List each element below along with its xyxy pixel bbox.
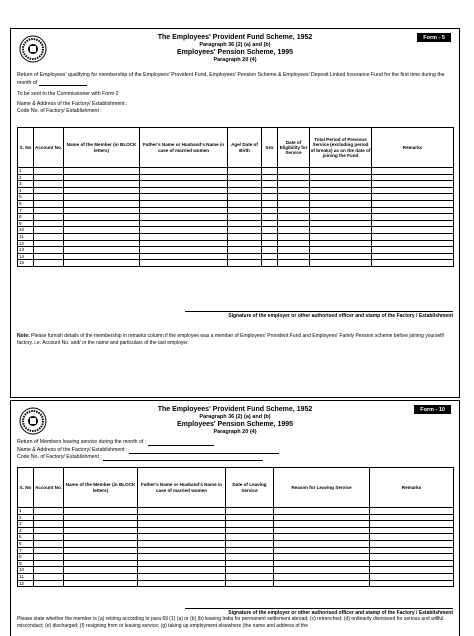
entry-cell[interactable]: [140, 233, 228, 240]
entry-cell[interactable]: [278, 227, 310, 234]
entry-cell[interactable]: [226, 547, 274, 554]
serial-number-cell: 9: [18, 560, 34, 567]
entry-cell[interactable]: [278, 233, 310, 240]
entry-cell[interactable]: [64, 260, 140, 267]
entry-cell[interactable]: [262, 260, 278, 267]
entry-cell[interactable]: [274, 534, 370, 541]
entry-cell[interactable]: [64, 200, 140, 207]
entry-cell[interactable]: [140, 174, 228, 181]
table-row: [18, 554, 454, 561]
entry-cell[interactable]: [370, 527, 454, 534]
entry-cell[interactable]: [262, 207, 278, 214]
entry-cell[interactable]: [228, 240, 262, 247]
entry-cell[interactable]: [64, 253, 140, 260]
form-number-badge: Form - 5: [417, 33, 451, 42]
serial-number-cell: 10: [18, 567, 34, 574]
entry-cell[interactable]: [278, 260, 310, 267]
paragraph-ref-2: Paragraph 20 (4): [213, 429, 257, 435]
paragraph-ref: Paragraph 36 (2) (a) and (b): [199, 414, 271, 420]
entry-cell[interactable]: [372, 174, 454, 181]
serial-number-cell: 10: [18, 227, 34, 234]
entry-cell[interactable]: [310, 174, 372, 181]
entry-cell[interactable]: [140, 240, 228, 247]
entry-cell[interactable]: [34, 260, 64, 267]
entry-cell[interactable]: [278, 214, 310, 221]
entry-cell[interactable]: [138, 521, 226, 528]
entry-cell[interactable]: [262, 187, 278, 194]
entry-cell[interactable]: [274, 514, 370, 521]
column-header: S. No: [18, 128, 34, 168]
leavers-table: [17, 467, 454, 587]
scheme-title: The Employees' Provident Fund Scheme, 1952: [157, 406, 313, 413]
entry-cell[interactable]: [278, 174, 310, 181]
table-row: [18, 247, 454, 254]
column-header: Sex: [262, 128, 278, 168]
serial-number-cell: 1: [18, 168, 34, 175]
entry-cell[interactable]: [228, 214, 262, 221]
entry-cell[interactable]: [138, 534, 226, 541]
entry-cell[interactable]: [262, 240, 278, 247]
serial-number-cell: 13: [18, 247, 34, 254]
entry-cell[interactable]: [64, 573, 138, 580]
entry-cell[interactable]: [310, 200, 372, 207]
entry-cell[interactable]: [278, 253, 310, 260]
entry-cell[interactable]: [226, 508, 274, 515]
column-header: Remarks: [370, 468, 454, 508]
entry-cell[interactable]: [278, 181, 310, 188]
entry-cell[interactable]: [370, 540, 454, 547]
entry-cell[interactable]: [34, 214, 64, 221]
entry-cell[interactable]: [140, 227, 228, 234]
entry-cell[interactable]: [278, 247, 310, 254]
entry-cell[interactable]: [226, 534, 274, 541]
entry-cell[interactable]: [262, 200, 278, 207]
table-row: [18, 508, 454, 515]
entry-cell[interactable]: [310, 240, 372, 247]
members-table: [17, 127, 454, 267]
column-header: Account No.: [34, 468, 64, 508]
entry-cell[interactable]: [262, 253, 278, 260]
entry-cell[interactable]: [64, 534, 138, 541]
table-row: [18, 547, 454, 554]
entry-cell[interactable]: [226, 580, 274, 587]
entry-cell[interactable]: [310, 227, 372, 234]
serial-number-cell: 7: [18, 207, 34, 214]
entry-cell[interactable]: [372, 207, 454, 214]
column-header: Remarks: [372, 128, 454, 168]
form-10: [10, 400, 460, 636]
entry-cell[interactable]: [262, 233, 278, 240]
entry-cell[interactable]: [274, 554, 370, 561]
form-number-badge: Form - 10: [414, 405, 451, 414]
entry-cell[interactable]: [64, 521, 138, 528]
entry-cell[interactable]: [262, 220, 278, 227]
table-row: [18, 187, 454, 194]
entry-cell[interactable]: [226, 554, 274, 561]
table-header-row: [18, 468, 454, 508]
entry-cell[interactable]: [274, 547, 370, 554]
entry-cell[interactable]: [34, 207, 64, 214]
table-row: [18, 580, 454, 587]
entry-cell[interactable]: [228, 233, 262, 240]
entry-cell[interactable]: [34, 233, 64, 240]
month-field[interactable]: [148, 438, 214, 446]
entry-cell[interactable]: [64, 554, 138, 561]
pension-title: Employees' Pension Scheme, 1995: [176, 421, 294, 428]
entry-cell[interactable]: [310, 214, 372, 221]
entry-cell[interactable]: [370, 573, 454, 580]
entry-cell[interactable]: [310, 207, 372, 214]
column-header: S. No: [18, 468, 34, 508]
entry-cell[interactable]: [34, 168, 64, 175]
table-row: [18, 567, 454, 574]
entry-cell[interactable]: [34, 540, 64, 547]
entry-cell[interactable]: [372, 233, 454, 240]
serial-number-cell: 9: [18, 220, 34, 227]
entry-cell[interactable]: [64, 508, 138, 515]
serial-number-cell: 1: [18, 508, 34, 515]
entry-cell[interactable]: [138, 547, 226, 554]
column-header: Age/ Date of Birth: [228, 128, 262, 168]
entry-cell[interactable]: [372, 168, 454, 175]
entry-cell[interactable]: [228, 168, 262, 175]
column-header: Name of the Member (in BLOCK letters): [64, 128, 140, 168]
entry-cell[interactable]: [278, 207, 310, 214]
entry-cell[interactable]: [372, 187, 454, 194]
entry-cell[interactable]: [34, 187, 64, 194]
entry-cell[interactable]: [228, 247, 262, 254]
entry-cell[interactable]: [228, 187, 262, 194]
entry-cell[interactable]: [262, 194, 278, 201]
entry-cell[interactable]: [278, 200, 310, 207]
code-no-field[interactable]: [103, 453, 263, 461]
entry-cell[interactable]: [34, 181, 64, 188]
table-row: [18, 260, 454, 267]
entry-cell[interactable]: [64, 227, 140, 234]
column-header: Account No.: [34, 128, 64, 168]
serial-number-cell: 11: [18, 233, 34, 240]
entry-cell[interactable]: [138, 527, 226, 534]
table-row: [18, 200, 454, 207]
entry-cell[interactable]: [34, 508, 64, 515]
entry-cell[interactable]: [278, 240, 310, 247]
table-row: [18, 181, 454, 188]
employer-signature: Signature of the employer or other authorised officer and stamp of the Factory / Establishment: [185, 311, 453, 319]
entry-cell[interactable]: [372, 227, 454, 234]
serial-number-cell: 8: [18, 554, 34, 561]
entry-cell[interactable]: [370, 554, 454, 561]
table-row: [18, 521, 454, 528]
entry-cell[interactable]: [138, 567, 226, 574]
table-row: [18, 540, 454, 547]
name-address-label: Name & Address of the Factory/ Establishment :: [17, 101, 128, 107]
entry-cell[interactable]: [64, 181, 140, 188]
form-header: [11, 34, 459, 64]
table-header-row: [18, 128, 454, 168]
code-no-label: Code No. of Factory/ Establishment :: [17, 453, 263, 461]
entry-cell[interactable]: [140, 247, 228, 254]
table-row: [18, 534, 454, 541]
serial-number-cell: 2: [18, 174, 34, 181]
entry-cell[interactable]: [140, 168, 228, 175]
table-row: [18, 514, 454, 521]
table-row: [18, 560, 454, 567]
entry-cell[interactable]: [226, 514, 274, 521]
column-header: Reason for Leaving Service: [274, 468, 370, 508]
table-row: [18, 233, 454, 240]
entry-cell[interactable]: [262, 227, 278, 234]
entry-cell[interactable]: [274, 527, 370, 534]
serial-number-cell: 4: [18, 187, 34, 194]
entry-cell[interactable]: [226, 521, 274, 528]
serial-number-cell: 12: [18, 580, 34, 587]
entry-cell[interactable]: [372, 260, 454, 267]
entry-cell[interactable]: [64, 540, 138, 547]
entry-cell[interactable]: [228, 207, 262, 214]
table-row: [18, 220, 454, 227]
table-row: [18, 527, 454, 534]
entry-cell[interactable]: [34, 547, 64, 554]
form-header: [11, 406, 459, 436]
entry-cell[interactable]: [34, 174, 64, 181]
entry-cell[interactable]: [64, 567, 138, 574]
entry-cell[interactable]: [262, 168, 278, 175]
return-intro: Return of Members leaving service during the month of :: [17, 438, 214, 446]
entry-cell[interactable]: [140, 214, 228, 221]
entry-cell[interactable]: [64, 240, 140, 247]
entry-cell[interactable]: [34, 580, 64, 587]
entry-cell[interactable]: [370, 514, 454, 521]
entry-cell[interactable]: [64, 174, 140, 181]
entry-cell[interactable]: [140, 181, 228, 188]
entry-cell[interactable]: [140, 253, 228, 260]
entry-cell[interactable]: [34, 527, 64, 534]
sent-to-note: To be sent to the Commissioner with Form 2: [17, 91, 119, 97]
entry-cell[interactable]: [274, 508, 370, 515]
table-row: [18, 174, 454, 181]
entry-cell[interactable]: [64, 207, 140, 214]
entry-cell[interactable]: [310, 260, 372, 267]
entry-cell[interactable]: [372, 240, 454, 247]
entry-cell[interactable]: [228, 227, 262, 234]
entry-cell[interactable]: [138, 573, 226, 580]
entry-cell[interactable]: [262, 247, 278, 254]
serial-number-cell: 2: [18, 514, 34, 521]
entry-cell[interactable]: [278, 168, 310, 175]
entry-cell[interactable]: [226, 573, 274, 580]
entry-cell[interactable]: [140, 187, 228, 194]
entry-cell[interactable]: [310, 247, 372, 254]
entry-cell[interactable]: [262, 174, 278, 181]
month-field[interactable]: [39, 79, 87, 87]
entry-cell[interactable]: [64, 233, 140, 240]
entry-cell[interactable]: [64, 514, 138, 521]
entry-cell[interactable]: [370, 567, 454, 574]
name-address-label: Name & Address of the Factory/ Establishment :: [17, 446, 279, 454]
employer-signature: Signature of the employer or other authorised officer and stamp of the Factory / Establishment: [185, 608, 453, 616]
table-row: [18, 168, 454, 175]
entry-cell[interactable]: [34, 220, 64, 227]
entry-cell[interactable]: [372, 220, 454, 227]
return-intro: Return of Employees' qualifying for membership of the Employees' Provident Fund, Employees' Pension Scheme & Employees' Deposit Linked Insurance Fund for the first time during the month of: [17, 72, 445, 86]
entry-cell[interactable]: [310, 194, 372, 201]
serial-number-cell: 5: [18, 534, 34, 541]
table-row: [18, 253, 454, 260]
entry-cell[interactable]: [228, 220, 262, 227]
entry-cell[interactable]: [64, 247, 140, 254]
entry-cell[interactable]: [228, 200, 262, 207]
entry-cell[interactable]: [34, 200, 64, 207]
column-header: Date of Eligibility for Service: [278, 128, 310, 168]
entry-cell[interactable]: [372, 214, 454, 221]
entry-cell[interactable]: [310, 168, 372, 175]
serial-number-cell: 14: [18, 253, 34, 260]
entry-cell[interactable]: [228, 194, 262, 201]
entry-cell[interactable]: [274, 540, 370, 547]
entry-cell[interactable]: [34, 194, 64, 201]
entry-cell[interactable]: [64, 168, 140, 175]
entry-cell[interactable]: [140, 207, 228, 214]
entry-cell[interactable]: [278, 187, 310, 194]
entry-cell[interactable]: [34, 554, 64, 561]
entry-cell[interactable]: [226, 560, 274, 567]
table-row: [18, 214, 454, 221]
entry-cell[interactable]: [34, 514, 64, 521]
entry-cell[interactable]: [372, 181, 454, 188]
entry-cell[interactable]: [138, 580, 226, 587]
serial-number-cell: 3: [18, 181, 34, 188]
entry-cell[interactable]: [278, 220, 310, 227]
entry-cell[interactable]: [226, 540, 274, 547]
column-header: Father's Name or Husband's Name in case of married women: [138, 468, 226, 508]
serial-number-cell: 6: [18, 200, 34, 207]
entry-cell[interactable]: [34, 227, 64, 234]
entry-cell[interactable]: [310, 233, 372, 240]
entry-cell[interactable]: [370, 560, 454, 567]
column-header: Total Period of Previous Service (excluding period of breaks) as on the date of joining the Fund: [310, 128, 372, 168]
serial-number-cell: 5: [18, 194, 34, 201]
entry-cell[interactable]: [228, 260, 262, 267]
entry-cell[interactable]: [274, 573, 370, 580]
entry-cell[interactable]: [310, 181, 372, 188]
entry-cell[interactable]: [370, 521, 454, 528]
scheme-title: The Employees' Provident Fund Scheme, 1952: [157, 34, 313, 41]
entry-cell[interactable]: [310, 220, 372, 227]
entry-cell[interactable]: [274, 560, 370, 567]
serial-number-cell: 6: [18, 540, 34, 547]
entry-cell[interactable]: [228, 174, 262, 181]
serial-number-cell: 7: [18, 547, 34, 554]
serial-number-cell: 12: [18, 240, 34, 247]
entry-cell[interactable]: [64, 187, 140, 194]
entry-cell[interactable]: [310, 253, 372, 260]
code-no-label: Code No. of Factory/ Establishment :: [17, 108, 102, 114]
entry-cell[interactable]: [34, 247, 64, 254]
entry-cell[interactable]: [138, 508, 226, 515]
entry-cell[interactable]: [370, 508, 454, 515]
paragraph-ref-2: Paragraph 20 (4): [213, 57, 257, 63]
entry-cell[interactable]: [372, 200, 454, 207]
entry-cell[interactable]: [138, 540, 226, 547]
serial-number-cell: 8: [18, 214, 34, 221]
entry-cell[interactable]: [274, 580, 370, 587]
entry-cell[interactable]: [278, 194, 310, 201]
column-header: Father's Name or Husband's Name in case of married women: [140, 128, 228, 168]
entry-cell[interactable]: [64, 194, 140, 201]
leaving-reason-note: Please state whether the member is (a) retiring according to para 69 (1) (a) or (b) (b) leaving India for permanent settlement abroad; (c) retrenched; (d) ordinarily dismissed for serious and willful misconduct; (e) discharged; (f) resigning from or leaving service; (g) taking up employment elsewhere (the name and address of the: [17, 616, 444, 629]
serial-number-cell: 3: [18, 521, 34, 528]
entry-cell[interactable]: [34, 521, 64, 528]
entry-cell[interactable]: [34, 253, 64, 260]
entry-cell[interactable]: [34, 560, 64, 567]
serial-number-cell: 11: [18, 573, 34, 580]
table-row: [18, 207, 454, 214]
entry-cell[interactable]: [64, 547, 138, 554]
entry-cell[interactable]: [64, 580, 138, 587]
entry-cell[interactable]: [228, 253, 262, 260]
entry-cell[interactable]: [140, 220, 228, 227]
pension-title: Employees' Pension Scheme, 1995: [176, 49, 294, 56]
entry-cell[interactable]: [274, 521, 370, 528]
entry-cell[interactable]: [140, 200, 228, 207]
entry-cell[interactable]: [262, 214, 278, 221]
table-row: [18, 240, 454, 247]
entry-cell[interactable]: [34, 240, 64, 247]
entry-cell[interactable]: [370, 534, 454, 541]
entry-cell[interactable]: [64, 560, 138, 567]
form-5: [10, 28, 460, 398]
serial-number-cell: 4: [18, 527, 34, 534]
entry-cell[interactable]: [274, 567, 370, 574]
entry-cell[interactable]: [226, 567, 274, 574]
entry-cell[interactable]: [372, 194, 454, 201]
serial-number-cell: 15: [18, 260, 34, 267]
entry-cell[interactable]: [138, 554, 226, 561]
entry-cell[interactable]: [228, 181, 262, 188]
entry-cell[interactable]: [64, 527, 138, 534]
entry-cell[interactable]: [64, 220, 140, 227]
table-row: [18, 194, 454, 201]
table-row: [18, 227, 454, 234]
entry-cell[interactable]: [138, 514, 226, 521]
entry-cell[interactable]: [226, 527, 274, 534]
paragraph-ref: Paragraph 36 (2) (a) and (b): [199, 42, 271, 48]
entry-cell[interactable]: [372, 247, 454, 254]
entry-cell[interactable]: [370, 547, 454, 554]
entry-cell[interactable]: [64, 214, 140, 221]
form-note: Note: Please furnish details of the membership in remarks column if the employee was a member of Employees' Provident Fund and Employees' Family Pension scheme before joining yourself/ factory. i.e. Account No. and/ or the name and particulars of the last employer.: [17, 333, 445, 346]
column-header: Date of Leaving Service: [226, 468, 274, 508]
entry-cell[interactable]: [310, 187, 372, 194]
table-row: [18, 573, 454, 580]
entry-cell[interactable]: [140, 194, 228, 201]
entry-cell[interactable]: [34, 534, 64, 541]
column-header: Name of the Member (in BLOCK letters): [64, 468, 138, 508]
entry-cell[interactable]: [372, 253, 454, 260]
entry-cell[interactable]: [262, 181, 278, 188]
entry-cell[interactable]: [370, 580, 454, 587]
entry-cell[interactable]: [138, 560, 226, 567]
entry-cell[interactable]: [140, 260, 228, 267]
entry-cell[interactable]: [34, 567, 64, 574]
entry-cell[interactable]: [34, 573, 64, 580]
